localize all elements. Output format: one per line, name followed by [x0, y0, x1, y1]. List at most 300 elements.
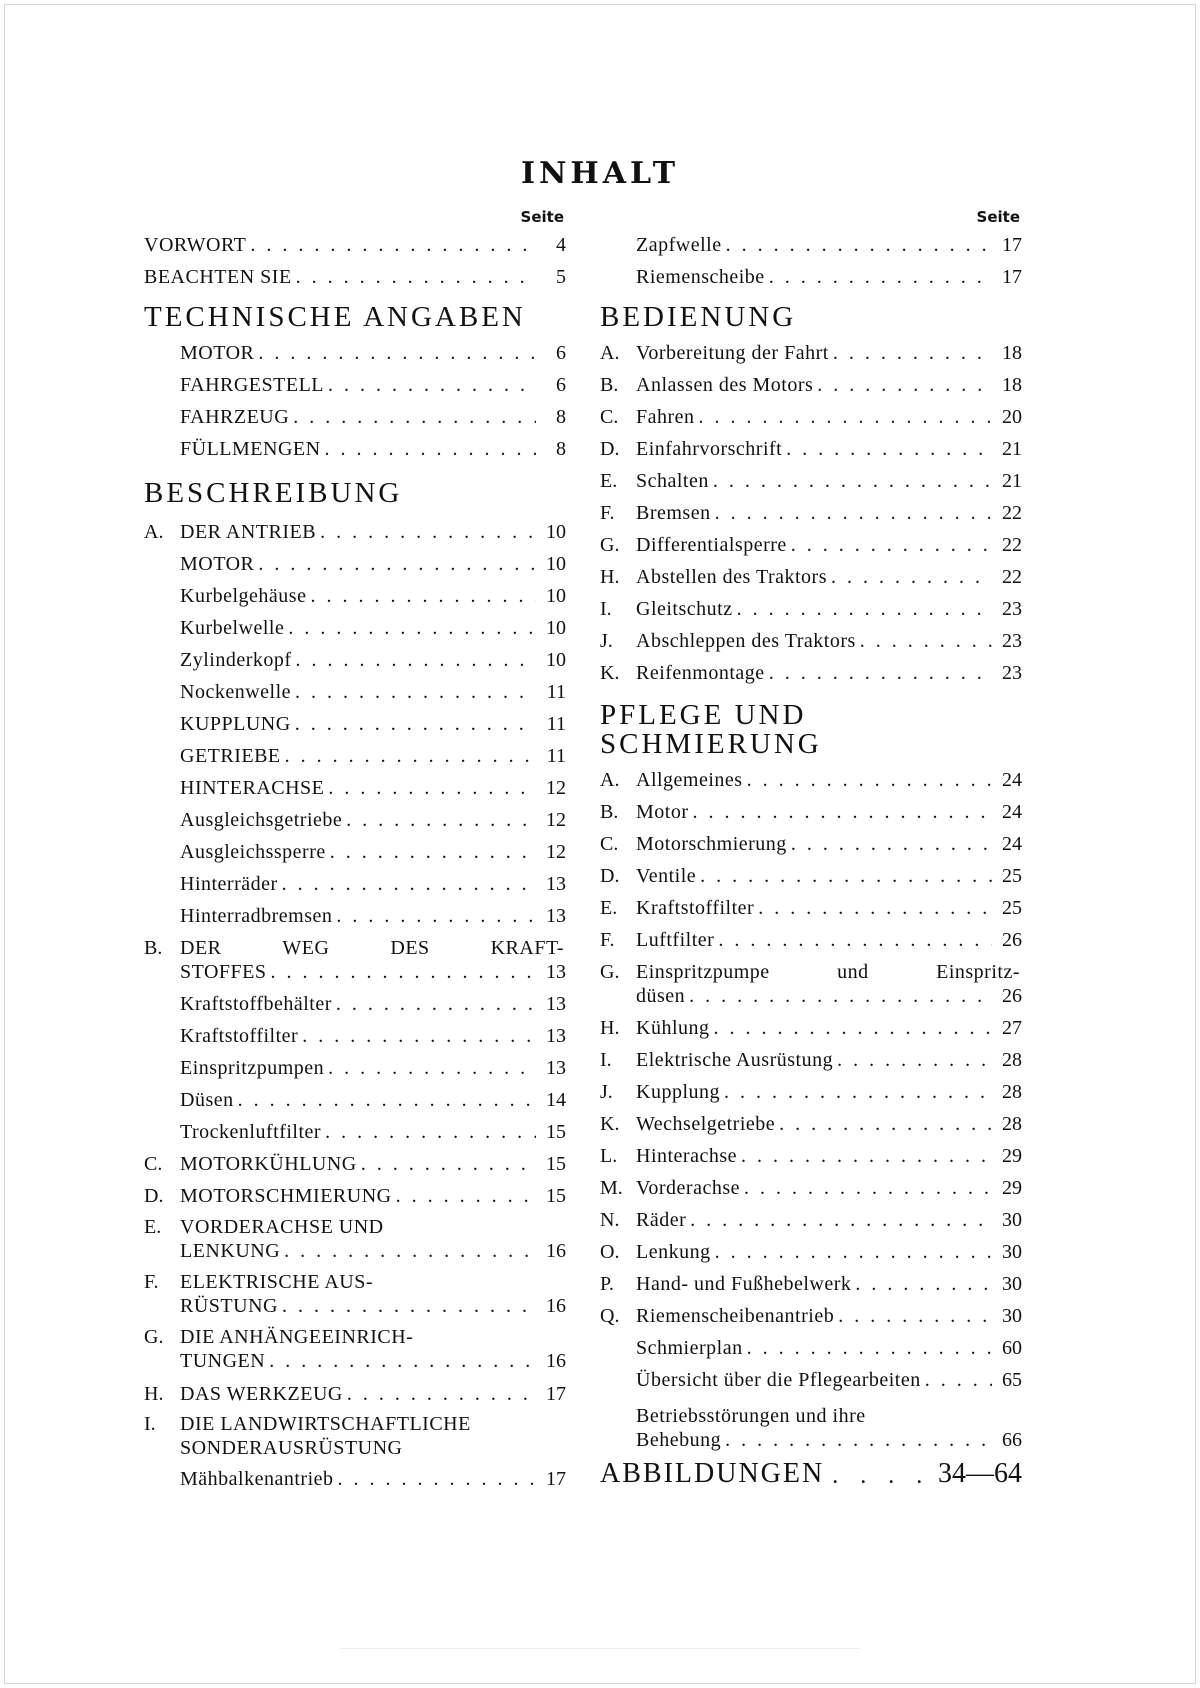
entry-title: MOTOR — [180, 553, 255, 575]
entry-letter: I. — [600, 598, 612, 620]
entry-page: 12 — [546, 777, 566, 799]
seite-label: Seite — [520, 208, 564, 226]
entry-page: 8 — [556, 438, 566, 460]
dot-leader — [782, 437, 992, 461]
toc-entry[interactable] — [600, 437, 1022, 461]
entry-title: Nockenwelle — [180, 681, 292, 703]
entry-page: 21 — [1002, 470, 1022, 492]
entry-letter: F. — [600, 929, 615, 951]
dot-leader — [856, 629, 992, 653]
dot-leader — [921, 1368, 992, 1392]
entry-title: Differentialsperre — [636, 534, 787, 556]
toc-entry[interactable] — [600, 864, 1022, 888]
entry-title: Hand- und Fußhebelwerk — [636, 1273, 852, 1295]
entry-page: 16 — [546, 1240, 566, 1262]
entry-title: Allgemeines — [636, 769, 743, 791]
dot-leader — [851, 1272, 992, 1296]
entry-title: HINTERACHSE — [180, 777, 325, 799]
entry-page: 13 — [546, 1057, 566, 1079]
dot-leader — [292, 648, 536, 672]
dot-leader — [265, 1349, 536, 1373]
entry-page: 30 — [1002, 1209, 1022, 1231]
toc-subentry[interactable] — [144, 1467, 566, 1491]
dot-leader — [710, 1016, 993, 1040]
entry-letter: K. — [600, 1113, 620, 1135]
entry-letter: G. — [144, 1326, 164, 1348]
entry-title: Übersicht über die Pflegearbeiten — [636, 1369, 921, 1391]
dot-leader — [316, 520, 536, 544]
toc-entry-kraftstoff[interactable] — [144, 936, 566, 984]
entry-title: Schalten — [636, 470, 709, 492]
entry-title-line1: Betriebsstörungen und ihre — [636, 1405, 866, 1427]
entry-letter: F. — [600, 502, 615, 524]
toc-entry-elektrik[interactable] — [144, 1270, 566, 1318]
entry-page: 13 — [546, 1025, 566, 1047]
toc-entry-vorwort[interactable] — [144, 233, 566, 257]
dot-leader — [291, 712, 536, 736]
dot-leader — [813, 373, 992, 397]
entry-letter: K. — [600, 662, 620, 684]
dot-leader — [714, 928, 992, 952]
entry-page: 65 — [1002, 1369, 1022, 1391]
entry-title: Kraftstoffilter — [636, 897, 755, 919]
dot-leader — [321, 1120, 536, 1144]
page-edge-line — [340, 1648, 860, 1649]
toc-entry[interactable] — [600, 405, 1022, 429]
entry-title: Motorschmierung — [636, 833, 787, 855]
toc-subentry[interactable] — [144, 872, 566, 896]
toc-entry[interactable] — [600, 928, 1022, 952]
entry-title: MOTOR — [180, 342, 255, 364]
toc-entry[interactable] — [600, 1080, 1022, 1104]
entry-title-line2: LENKUNG — [180, 1240, 281, 1262]
dot-leader — [743, 768, 992, 792]
entry-page: 29 — [1002, 1177, 1022, 1199]
entry-letter: M. — [600, 1177, 623, 1199]
entry-title: Räder — [636, 1209, 687, 1231]
dot-leader — [289, 405, 536, 429]
dot-leader — [775, 1112, 992, 1136]
entry-page: 17 — [1002, 234, 1022, 256]
dot-leader — [686, 1208, 992, 1232]
entry-title: FÜLLMENGEN — [180, 438, 321, 460]
dot-leader — [324, 1056, 536, 1080]
entry-page: 10 — [546, 617, 566, 639]
entry-title-line1: ELEKTRISCHE AUS- — [180, 1271, 373, 1293]
toc-entry[interactable] — [600, 1176, 1022, 1200]
entry-word: WEG — [282, 937, 330, 959]
dot-leader — [765, 265, 992, 289]
entry-title-line2: düsen — [636, 985, 686, 1007]
entry-page: 14 — [546, 1089, 566, 1111]
entry-page: 17 — [546, 1468, 566, 1490]
entry-page: 18 — [1002, 342, 1022, 364]
dot-leader — [709, 469, 992, 493]
toc-subentry[interactable] — [144, 552, 566, 576]
toc-entry-antrieb[interactable] — [144, 520, 566, 544]
toc-subentry[interactable] — [144, 992, 566, 1016]
entry-letter: G. — [600, 961, 620, 983]
entry-page: 15 — [546, 1153, 566, 1175]
entry-title: Kraftstoffilter — [180, 1025, 299, 1047]
toc-entry[interactable] — [600, 565, 1022, 589]
section-heading-bedienung: BEDIENUNG — [600, 301, 797, 333]
seite-label: Seite — [976, 208, 1020, 226]
toc-entry[interactable] — [600, 800, 1022, 824]
dot-leader — [342, 808, 536, 832]
entry-title: Einspritzpumpen — [180, 1057, 325, 1079]
toc-subentry[interactable] — [144, 840, 566, 864]
entry-letter: H. — [600, 1017, 620, 1039]
entry-page: 8 — [556, 406, 566, 428]
dot-leader — [689, 800, 993, 824]
toc-entry-betriebsstoerungen[interactable] — [600, 1404, 1022, 1452]
toc-entry[interactable] — [144, 437, 566, 461]
entry-title-line1: DIE ANHÄNGEEINRICH- — [180, 1326, 414, 1348]
entry-page: 4 — [556, 234, 566, 256]
toc-entry-beachten[interactable] — [144, 265, 566, 289]
entry-page: 17 — [546, 1383, 566, 1405]
entry-letter: D. — [144, 1185, 164, 1207]
entry-page: 60 — [1002, 1337, 1022, 1359]
entry-word: Einspritzpumpe — [636, 961, 770, 983]
dot-leader — [278, 1294, 536, 1318]
entry-page: 23 — [1002, 662, 1022, 684]
entry-word: DER — [180, 937, 222, 959]
entry-title-line2: Behebung — [636, 1429, 722, 1451]
entry-title: Kurbelgehäuse — [180, 585, 307, 607]
toc-entry[interactable] — [600, 832, 1022, 856]
entry-title: FAHRZEUG — [180, 406, 290, 428]
entry-page: 26 — [1002, 929, 1022, 951]
entry-page: 28 — [1002, 1113, 1022, 1135]
dot-leader — [829, 341, 992, 365]
entry-title: Ausgleichssperre — [180, 841, 326, 863]
dot-leader — [711, 1240, 992, 1264]
entry-title: Reifenmontage — [636, 662, 765, 684]
entry-letter: E. — [144, 1216, 162, 1238]
entry-letter: D. — [600, 865, 620, 887]
entry-page: 22 — [1002, 502, 1022, 524]
entry-title: MOTORSCHMIERUNG — [180, 1185, 392, 1207]
toc-entry[interactable] — [600, 469, 1022, 493]
toc-entry[interactable] — [600, 1272, 1022, 1296]
toc-entry[interactable] — [600, 629, 1022, 653]
entry-letter: D. — [600, 438, 620, 460]
toc-entry[interactable] — [600, 768, 1022, 792]
toc-entry[interactable] — [600, 896, 1022, 920]
entry-title: Hinterachse — [636, 1145, 738, 1167]
entry-title: Luftfilter — [636, 929, 715, 951]
toc-entry[interactable] — [600, 1112, 1022, 1136]
entry-title: VORWORT — [144, 234, 247, 256]
dot-leader — [722, 233, 992, 257]
toc-entry-anhaenge[interactable] — [144, 1325, 566, 1373]
toc-entry[interactable] — [600, 1016, 1022, 1040]
entry-title: FAHRGESTELL — [180, 374, 325, 396]
entry-letter: J. — [600, 630, 613, 652]
toc-entry[interactable] — [144, 405, 566, 429]
entry-page: 34—64 — [938, 1458, 1022, 1489]
dot-leader — [278, 872, 536, 896]
toc-entry[interactable] — [144, 373, 566, 397]
entry-title-line2: TUNGEN — [180, 1350, 266, 1372]
toc-entry[interactable] — [600, 1048, 1022, 1072]
toc-entry[interactable] — [600, 1208, 1022, 1232]
entry-title-line2: RÜSTUNG — [180, 1295, 278, 1317]
dot-leader — [267, 960, 536, 984]
entry-letter: H. — [144, 1383, 164, 1405]
dot-leader — [754, 896, 992, 920]
toc-subentry[interactable] — [144, 648, 566, 672]
entry-page: 30 — [1002, 1305, 1022, 1327]
dot-leader — [827, 565, 992, 589]
toc-entry[interactable] — [600, 1144, 1022, 1168]
toc-entry[interactable] — [600, 1304, 1022, 1328]
entry-title-line1: VORDERACHSE UND — [180, 1216, 384, 1238]
toc-subentry[interactable] — [144, 808, 566, 832]
toc-subentry[interactable] — [144, 584, 566, 608]
entry-page: 22 — [1002, 566, 1022, 588]
entry-title: Hinterradbremsen — [180, 905, 333, 927]
entry-page: 22 — [1002, 534, 1022, 556]
toc-entry-werkzeug[interactable] — [144, 1382, 566, 1406]
dot-leader — [787, 533, 992, 557]
entry-page: 24 — [1002, 769, 1022, 791]
entry-title: Gleitschutz — [636, 598, 733, 620]
entry-title: Abstellen des Traktors — [636, 566, 827, 588]
entry-page: 11 — [546, 745, 566, 767]
entry-title-line2: SONDERAUSRÜSTUNG — [180, 1437, 403, 1459]
dot-leader — [357, 1152, 536, 1176]
entry-title: Elektrische Ausrüstung — [636, 1049, 834, 1071]
entry-page: 20 — [1002, 406, 1022, 428]
dot-leader — [281, 744, 536, 768]
entry-title: Lenkung — [636, 1241, 711, 1263]
toc-subentry[interactable] — [600, 1336, 1022, 1360]
toc-entry-abbildungen[interactable] — [600, 1458, 1022, 1490]
toc-entry-motorschmierung[interactable] — [144, 1184, 566, 1208]
toc-subentry[interactable] — [600, 1368, 1022, 1392]
entry-page: 13 — [546, 961, 566, 983]
entry-letter: C. — [600, 406, 619, 428]
entry-letter: B. — [600, 374, 619, 396]
toc-entry[interactable] — [600, 341, 1022, 365]
entry-page: 28 — [1002, 1081, 1022, 1103]
toc-subentry[interactable] — [144, 776, 566, 800]
entry-page: 25 — [1002, 865, 1022, 887]
dot-leader — [280, 1239, 536, 1263]
toc-subentry[interactable] — [144, 1120, 566, 1144]
dot-leader — [292, 265, 536, 289]
entry-page: 6 — [556, 342, 566, 364]
toc-subentry[interactable] — [144, 744, 566, 768]
entry-page: 28 — [1002, 1049, 1022, 1071]
dot-leader — [332, 992, 536, 1016]
toc-subentry[interactable] — [144, 712, 566, 736]
entry-title-line1 — [636, 960, 1020, 984]
dot-leader — [711, 501, 992, 525]
entry-page: 27 — [1002, 1017, 1022, 1039]
dot-leader — [733, 597, 992, 621]
entry-page: 16 — [546, 1295, 566, 1317]
toc-entry[interactable] — [144, 341, 566, 365]
entry-letter: I. — [144, 1413, 156, 1435]
dot-leader — [392, 1184, 536, 1208]
dot-leader — [254, 341, 536, 365]
toc-entry-sonderausruestung[interactable] — [144, 1412, 566, 1460]
entry-page: 10 — [546, 521, 566, 543]
entry-title: Fahren — [636, 406, 695, 428]
entry-page: 10 — [546, 585, 566, 607]
entry-title: DAS WERKZEUG — [180, 1383, 343, 1405]
dot-leader — [298, 1024, 536, 1048]
toc-entry[interactable] — [600, 597, 1022, 621]
dot-leader — [834, 1304, 992, 1328]
entry-letter: G. — [600, 534, 620, 556]
dot-leader — [695, 405, 992, 429]
entry-letter: H. — [600, 566, 620, 588]
entry-page: 5 — [556, 266, 566, 288]
dot-leader — [787, 832, 992, 856]
entry-title: MOTORKÜHLUNG — [180, 1153, 357, 1175]
entry-word: DES — [390, 937, 430, 959]
entry-letter: J. — [600, 1081, 613, 1103]
toc-entry[interactable] — [600, 661, 1022, 685]
entry-title: Riemenscheibenantrieb — [636, 1305, 835, 1327]
entry-title: Motor — [636, 801, 689, 823]
section-heading-schmierung: SCHMIERUNG — [600, 728, 822, 760]
entry-title: ABBILDUNGEN — [600, 1458, 825, 1489]
toc-entry-einspritz[interactable] — [600, 960, 1022, 1008]
entry-title: Kraftstoffbehälter — [180, 993, 332, 1015]
entry-title: KUPPLUNG — [180, 713, 291, 735]
toc-subentry[interactable] — [144, 1024, 566, 1048]
toc-subentry[interactable] — [144, 1088, 566, 1112]
entry-page: 12 — [546, 809, 566, 831]
entry-title: Bremsen — [636, 502, 711, 524]
entry-title: Wechselgetriebe — [636, 1113, 776, 1135]
entry-title: GETRIEBE — [180, 745, 281, 767]
entry-letter: B. — [600, 801, 619, 823]
entry-title: Anlassen des Motors — [636, 374, 814, 396]
entry-word: KRAFT- — [490, 937, 564, 959]
entry-title: Vorderachse — [636, 1177, 740, 1199]
toc-entry[interactable] — [600, 1240, 1022, 1264]
toc-subentry[interactable] — [144, 616, 566, 640]
entry-page: 15 — [546, 1121, 566, 1143]
toc-entry[interactable] — [600, 501, 1022, 525]
toc-subentry[interactable] — [144, 1056, 566, 1080]
dot-leader — [740, 1176, 992, 1200]
dot-leader — [284, 616, 536, 640]
entry-title: Kühlung — [636, 1017, 710, 1039]
toc-entry-motorkuehlung[interactable] — [144, 1152, 566, 1176]
entry-page: 13 — [546, 873, 566, 895]
toc-entry-vorderachse[interactable] — [144, 1215, 566, 1263]
entry-title: Ausgleichsgetriebe — [180, 809, 343, 831]
entry-letter: F. — [144, 1271, 159, 1293]
entry-word: Einspritz- — [936, 961, 1020, 983]
entry-page: 15 — [546, 1185, 566, 1207]
dot-leader — [306, 584, 536, 608]
dot-leader — [343, 1382, 536, 1406]
section-heading-pflege: PFLEGE UND — [600, 699, 807, 731]
toc-entry[interactable] — [600, 533, 1022, 557]
entry-page: 29 — [1002, 1145, 1022, 1167]
section-heading-technische: TECHNISCHE ANGABEN — [144, 301, 526, 333]
entry-title: Riemenscheibe — [636, 266, 765, 288]
entry-title: Trockenluftfilter — [180, 1121, 322, 1143]
dot-leader — [324, 373, 536, 397]
entry-letter: O. — [600, 1241, 620, 1263]
dot-leader — [321, 437, 536, 461]
entry-page: 10 — [546, 553, 566, 575]
entry-page: 25 — [1002, 897, 1022, 919]
entry-page: 10 — [546, 649, 566, 671]
entry-letter: E. — [600, 470, 618, 492]
dot-leader — [824, 1463, 938, 1490]
entry-letter: A. — [600, 769, 620, 791]
entry-page: 12 — [546, 841, 566, 863]
entry-page: 23 — [1002, 630, 1022, 652]
toc-subentry[interactable] — [600, 265, 1022, 289]
entry-letter: P. — [600, 1273, 614, 1295]
entry-title: Hinterräder — [180, 873, 278, 895]
entry-page: 30 — [1002, 1241, 1022, 1263]
entry-page: 16 — [546, 1350, 566, 1372]
dot-leader — [246, 233, 536, 257]
entry-letter: E. — [600, 897, 618, 919]
entry-letter: N. — [600, 1209, 620, 1231]
entry-letter: Q. — [600, 1305, 620, 1327]
entry-page: 11 — [546, 713, 566, 735]
entry-letter: A. — [600, 342, 620, 364]
entry-page: 6 — [556, 374, 566, 396]
dot-leader — [254, 552, 536, 576]
entry-title: Vorbereitung der Fahrt — [636, 342, 829, 364]
entry-letter: B. — [144, 937, 163, 959]
toc-subentry[interactable] — [144, 680, 566, 704]
dot-leader — [291, 680, 536, 704]
entry-page: 11 — [546, 681, 566, 703]
entry-title: Mähbalkenantrieb — [180, 1468, 334, 1490]
toc-subentry[interactable] — [600, 233, 1022, 257]
entry-page: 13 — [546, 993, 566, 1015]
entry-title: Düsen — [180, 1089, 234, 1111]
entry-page: 17 — [1002, 266, 1022, 288]
entry-letter: C. — [144, 1153, 163, 1175]
dot-leader — [696, 864, 992, 888]
entry-page: 13 — [546, 905, 566, 927]
entry-page: 18 — [1002, 374, 1022, 396]
dot-leader — [685, 984, 992, 1008]
dot-leader — [765, 661, 992, 685]
entry-page: 23 — [1002, 598, 1022, 620]
entry-word: und — [837, 961, 869, 983]
entry-page: 66 — [1002, 1429, 1022, 1451]
entry-page: 21 — [1002, 438, 1022, 460]
dot-leader — [721, 1428, 992, 1452]
entry-title: Einfahrvorschrift — [636, 438, 783, 460]
toc-entry[interactable] — [600, 373, 1022, 397]
dot-leader — [326, 840, 536, 864]
dot-leader — [332, 904, 536, 928]
section-heading-beschreibung: BESCHREIBUNG — [144, 477, 403, 509]
entry-title: Kupplung — [636, 1081, 720, 1103]
toc-subentry[interactable] — [144, 904, 566, 928]
entry-title: Abschleppen des Traktors — [636, 630, 856, 652]
